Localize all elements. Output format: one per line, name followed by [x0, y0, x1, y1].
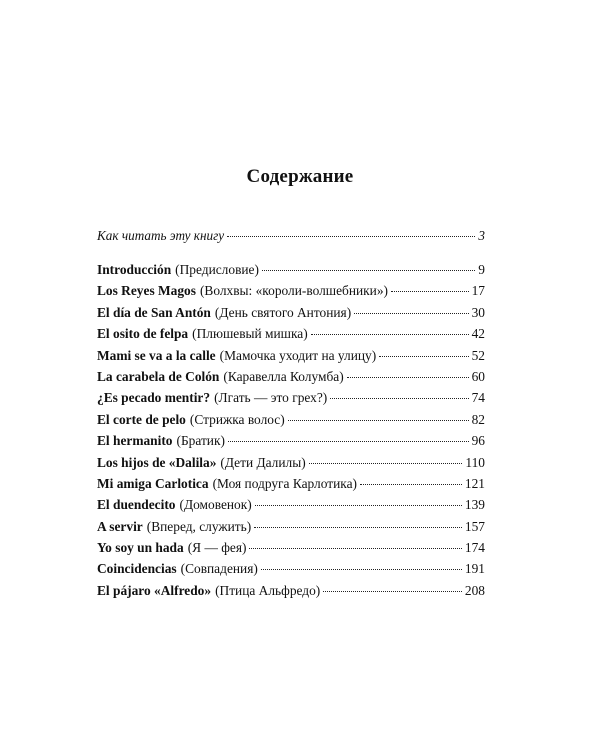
toc-entry-spanish-title: Los hijos de «Dalila»: [97, 454, 217, 470]
dot-leader: [311, 333, 469, 335]
dot-leader: [347, 376, 469, 378]
toc-entry-spanish-title: Yo soy un hada: [97, 540, 184, 556]
toc-entry-spanish-title: El día de San Antón: [97, 304, 211, 320]
toc-entry-title: [97, 412, 285, 428]
toc-entry-title: [97, 262, 259, 278]
toc-entry-title: [97, 519, 251, 535]
toc-entry-spanish-title: El duendecito: [97, 497, 176, 513]
toc-entry-spanish-title: ¿Es pecado mentir?: [97, 390, 211, 406]
toc-entry-page: 191: [464, 561, 485, 577]
toc-entry-russian-title: (Лгать — это грех?): [214, 390, 328, 406]
toc-entry: [97, 412, 485, 433]
toc-entry-title: [97, 540, 246, 556]
toc-entry-page: 60: [471, 368, 485, 384]
toc-heading: Содержание: [246, 166, 354, 187]
toc-intro-row: [97, 228, 485, 249]
toc-entry: [97, 305, 485, 326]
toc-entry-russian-title: (Стрижка волос): [189, 411, 285, 427]
dot-leader: [227, 235, 475, 237]
toc-entry-russian-title: (Домовенок): [179, 497, 252, 513]
toc-entry: [97, 540, 485, 561]
toc-entry-title: [97, 369, 344, 385]
toc-entry: [97, 476, 485, 497]
toc-entry-russian-title: (Предисловие): [175, 262, 259, 277]
toc-entry-page: 74: [471, 390, 485, 406]
toc-entry-page: 157: [464, 518, 485, 534]
toc-entry-page: 121: [464, 475, 485, 491]
toc-entry-page: 30: [471, 304, 485, 320]
toc-entry-title: [97, 476, 357, 492]
toc-entry-page: 96: [471, 433, 485, 449]
dot-leader: [261, 568, 462, 570]
dot-leader: [330, 397, 468, 399]
toc-entry-title: [97, 497, 252, 513]
toc-entry-title: [97, 348, 376, 364]
dot-leader: [255, 504, 462, 506]
toc-entry-page: 208: [464, 582, 485, 598]
toc-entry: [97, 262, 485, 283]
dot-leader: [309, 462, 463, 464]
toc-entry-spanish-title: Coincidencias: [97, 561, 177, 577]
toc-entry-russian-title: (Братик): [176, 433, 225, 449]
dot-leader: [288, 419, 469, 421]
dot-leader: [254, 526, 462, 528]
toc-entry-russian-title: (Плюшевый мишка): [192, 326, 308, 342]
toc-entry-spanish-title: Mami se va a la calle: [97, 347, 216, 363]
toc-entry-page: 82: [471, 411, 485, 427]
toc-entry-spanish-title: El osito de felpa: [97, 326, 189, 342]
toc-entry: [97, 497, 485, 518]
toc-entry-russian-title: (Моя подруга Карлотика): [212, 475, 357, 491]
toc-entry: [97, 583, 485, 604]
toc-entry-spanish-title: El pájaro «Alfredo»: [97, 582, 212, 598]
toc-entry-page: 110: [465, 454, 485, 470]
toc-entry-page: 174: [464, 540, 485, 556]
toc-entry-title: [97, 583, 320, 599]
toc-entry-title: [97, 561, 258, 577]
dot-leader: [354, 312, 468, 314]
toc-entry-title: [97, 326, 308, 342]
toc-list: [97, 262, 485, 604]
toc-entry-spanish-title: A servir: [97, 518, 143, 534]
toc-entry: [97, 283, 485, 304]
dot-leader: [249, 547, 461, 549]
toc-entry: [97, 519, 485, 540]
toc-entry: [97, 455, 485, 476]
dot-leader: [360, 483, 462, 485]
toc-entry-russian-title: (Вперед, служить): [146, 518, 252, 534]
toc-entry-russian-title: (Волхвы: «короли-волшебники»): [199, 283, 389, 299]
toc-entry-page: 42: [471, 326, 485, 342]
toc-entry-russian-title: (Я — фея): [187, 540, 247, 556]
toc-entry: [97, 326, 485, 347]
toc-entry-page: 139: [464, 497, 485, 513]
toc-entry-russian-title: (Совпадения): [180, 561, 258, 577]
toc-entry-page: 17: [471, 283, 485, 299]
toc-entry-page: 9: [478, 262, 485, 277]
dot-leader: [262, 269, 475, 271]
toc-entry: [97, 348, 485, 369]
dot-leader: [379, 355, 468, 357]
toc-entry: [97, 561, 485, 582]
toc-entry-russian-title: (Птица Альфредо): [215, 582, 321, 598]
toc-entry-spanish-title: El hermanito: [97, 433, 173, 449]
toc-entry-spanish-title: Mi amiga Carlotica: [97, 475, 209, 491]
toc-entry-title: [97, 455, 306, 471]
toc-entry: [97, 390, 485, 411]
toc-entry-title: [97, 305, 351, 321]
toc-intro-page: 3: [478, 228, 485, 243]
toc-entry-title: [97, 433, 225, 449]
toc-intro: [97, 228, 485, 249]
toc-entry-title: [97, 283, 388, 299]
toc-entry-page: 52: [471, 347, 485, 363]
toc-entry-title: [97, 390, 327, 406]
toc-entry-spanish-title: El corte de pelo: [97, 411, 186, 427]
toc-entry-russian-title: (День святого Антония): [214, 304, 352, 320]
dot-leader: [228, 440, 469, 442]
dot-leader: [323, 590, 462, 592]
toc-entry-russian-title: (Мамочка уходит на улицу): [219, 347, 377, 363]
toc-intro-title: Как читать эту книгу: [97, 228, 225, 243]
toc-entry-spanish-title: Introducción: [97, 262, 172, 277]
toc-entry-russian-title: (Каравелла Колумба): [223, 368, 344, 384]
toc-entry-russian-title: (Дети Далилы): [220, 454, 306, 470]
toc-entry: [97, 369, 485, 390]
toc-entry-spanish-title: Los Reyes Magos: [97, 283, 196, 299]
toc-entry: [97, 433, 485, 454]
dot-leader: [391, 290, 469, 292]
toc-entry-spanish-title: La carabela de Colón: [97, 368, 220, 384]
